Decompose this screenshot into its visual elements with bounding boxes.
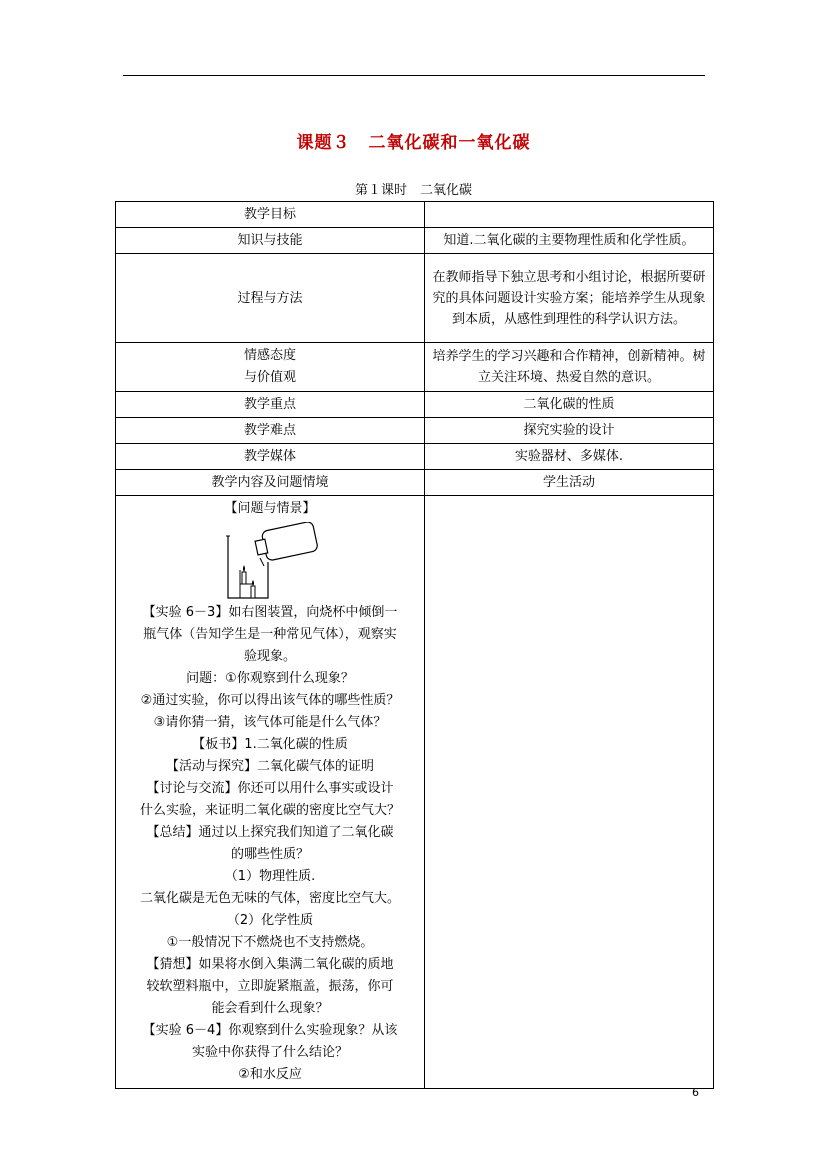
label-line: 与价值观	[243, 370, 296, 385]
lesson-subtitle: 第１课时 二氧化碳	[354, 183, 472, 198]
content-line: （1）物理性质.	[224, 869, 316, 884]
table-cell-value: 实验器材、多媒体.	[425, 444, 714, 470]
table-cell-value	[425, 202, 714, 228]
label-line: 情感态度	[243, 348, 296, 363]
content-line: 【总结】通过以上探究我们知道了二氧化碳	[146, 825, 394, 840]
table-cell-value: 二氧化碳的性质	[425, 392, 714, 418]
content-line: ②和水反应	[238, 1067, 302, 1082]
table-cell-label: 教学难点	[116, 418, 425, 444]
table-row	[116, 444, 714, 470]
teaching-content-cell	[116, 496, 425, 1089]
content-line: 【实验 6－3】如右图装置，向烧杯中倾倒一	[142, 605, 398, 620]
header-rule	[123, 75, 705, 76]
table-cell-label: 过程与方法	[116, 254, 425, 343]
table-row	[116, 202, 714, 228]
content-line: 问题：①你观察到什么现象？	[186, 671, 354, 686]
content-line: 【猜想】如果将水倒入集满二氧化碳的质地	[146, 957, 394, 972]
table-row	[116, 418, 714, 444]
page-number: 6	[692, 1086, 699, 1099]
content-line: 【活动与探究】二氧化碳气体的证明	[165, 759, 374, 774]
table-cell-value: 学生活动	[425, 470, 714, 496]
table-cell-value: 知道.二氧化碳的主要物理性质和化学性质。	[425, 228, 714, 254]
content-line: ③请你猜一猜，该气体可能是什么气体？	[153, 715, 387, 730]
table-cell-label: 教学内容及问题情境	[116, 470, 425, 496]
content-line: ②通过实验，你可以得出该气体的哪些性质？	[140, 693, 400, 708]
content-line: 什么实验，来证明二氧化碳的密度比空气大？	[139, 803, 400, 818]
page-title: 课题３ 二氧化碳和一氧化碳	[296, 133, 531, 153]
content-line: 【实验 6－4】你观察到什么实验现象？从该	[142, 1023, 398, 1038]
content-line: （2）化学性质	[226, 913, 314, 928]
table-cell-value: 在教师指导下独立思考和小组讨论，根据所要研究的具体问题设计实验方案；能培养学生从现象到本质，从感性到理性的科学认识方法。	[425, 254, 714, 343]
content-line: 二氧化碳是无色无味的气体，密度比空气大。	[139, 891, 400, 906]
table-cell-label	[116, 343, 425, 392]
table-row	[116, 496, 714, 1089]
content-line: 【板书】1.二氧化碳的性质	[192, 737, 348, 752]
section-heading: 【问题与情景】	[224, 501, 316, 516]
table-cell-value: 培养学生的学习兴趣和合作精神，创新精神。树立关注环境、热爱自然的意识。	[425, 343, 714, 392]
table-cell-label: 教学目标	[116, 202, 425, 228]
table-cell-label: 知识与技能	[116, 228, 425, 254]
table-cell-label: 教学媒体	[116, 444, 425, 470]
table-row	[116, 343, 714, 392]
lesson-plan-table	[115, 201, 714, 1089]
table-row	[116, 470, 714, 496]
content-line: ①一般情况下不燃烧也不支持燃烧。	[166, 935, 374, 950]
content-line: 【讨论与交流】你还可以用什么事实或设计	[146, 781, 394, 796]
beaker-candles-pouring-gas-icon	[220, 522, 320, 600]
table-cell-value: 探究实验的设计	[425, 418, 714, 444]
content-lines	[119, 602, 421, 1086]
table-row	[116, 254, 714, 343]
content-line: 的哪些性质？	[230, 847, 309, 862]
student-activity-cell	[425, 496, 714, 1089]
content-line: 较软塑料瓶中，立即旋紧瓶盖，振荡，你可	[146, 979, 394, 994]
content-line: 瓶气体（告知学生是一种常见气体），观察实	[143, 627, 397, 642]
table-cell-label: 教学重点	[116, 392, 425, 418]
table-row	[116, 228, 714, 254]
content-line: 验现象。	[243, 649, 296, 664]
content-line: 能会看到什么现象？	[211, 1001, 329, 1016]
content-line: 实验中你获得了什么结论？	[191, 1045, 348, 1060]
table-row	[116, 392, 714, 418]
